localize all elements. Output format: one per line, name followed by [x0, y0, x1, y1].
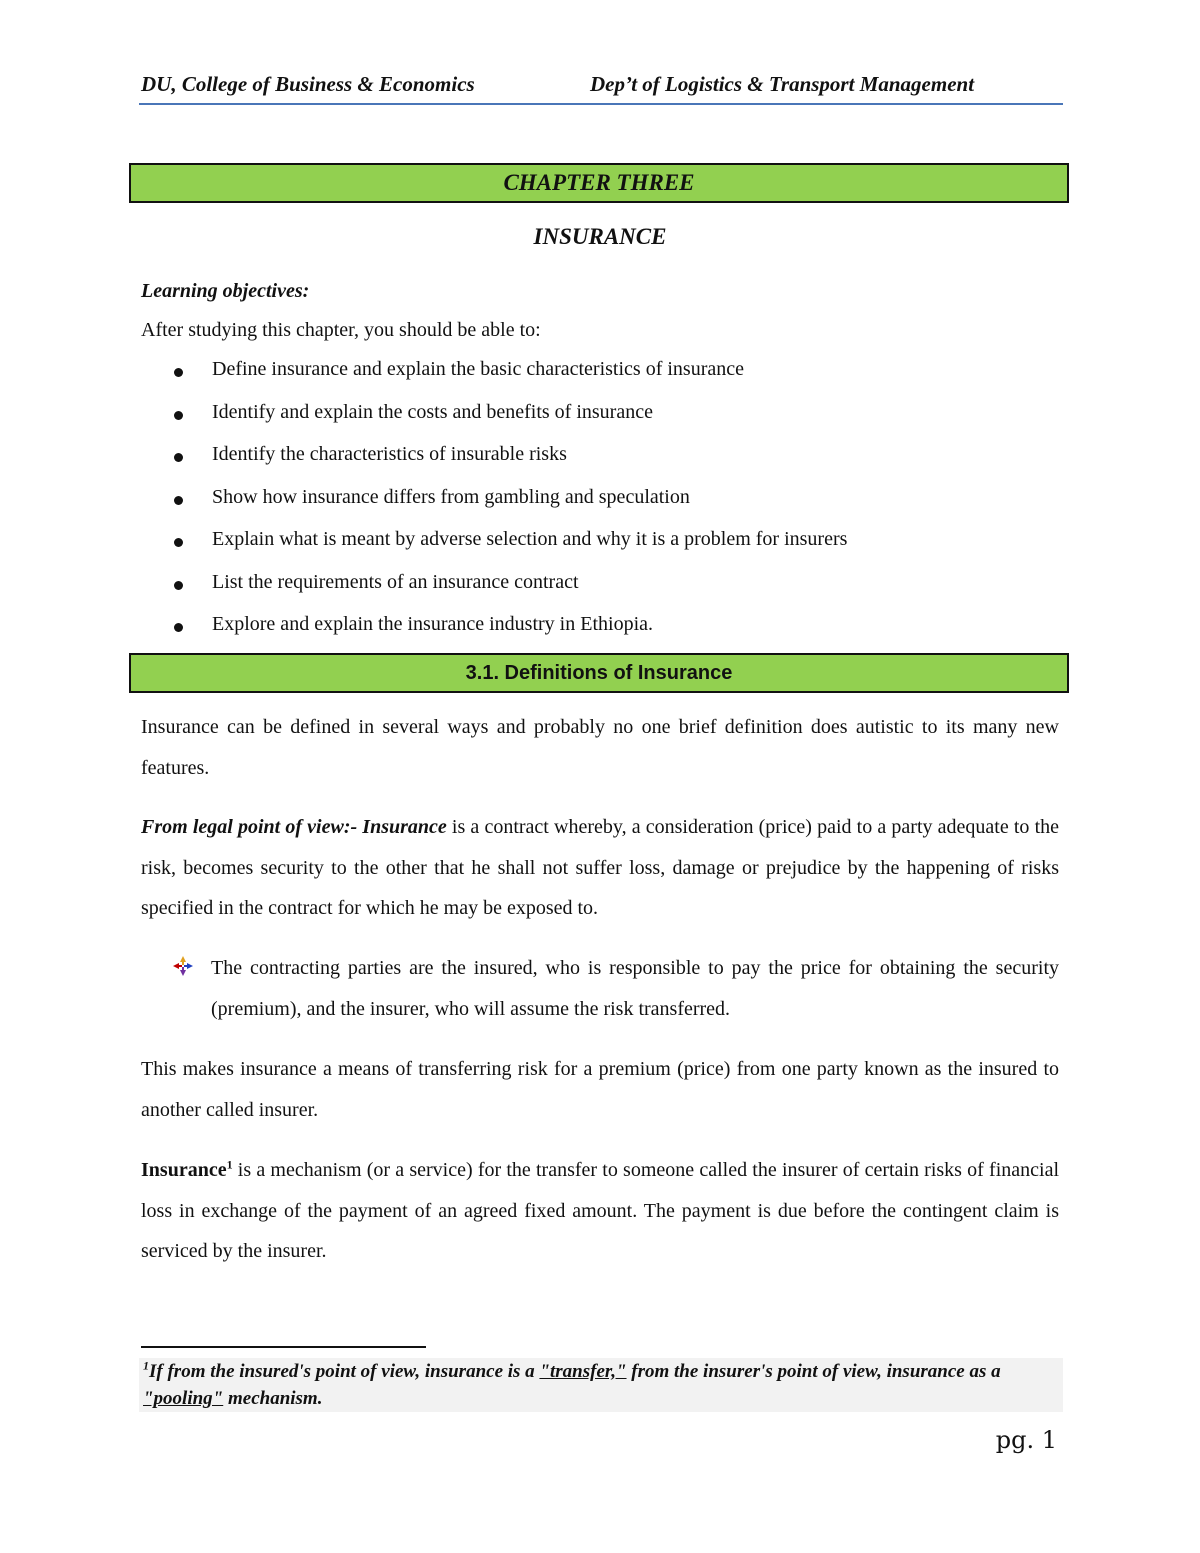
footnote-text-2: from the insurer's point of view, insurance as a: [626, 1361, 1001, 1382]
footnote-marker: 1: [143, 1358, 149, 1373]
paragraph-transfer-risk: This makes insurance a means of transferring risk for a premium (price) from one party known as the insured to another called insurer.: [141, 1058, 1059, 1121]
objective-text: List the requirements of an insurance contract: [212, 570, 579, 593]
bullet-icon: [174, 623, 183, 632]
legal-definition-lead: From legal point of view:- Insurance: [141, 816, 447, 838]
learning-objectives-heading: Learning objectives:: [141, 280, 310, 302]
footnote-reference: 1: [226, 1157, 233, 1172]
footnote: [139, 1358, 1063, 1412]
objective-text: Explain what is meant by adverse selection and why it is a problem for insurers: [212, 528, 848, 550]
four-arrows-icon: [173, 956, 193, 976]
chapter-title: CHAPTER THREE: [503, 170, 695, 195]
objective-item: [172, 571, 847, 614]
bullet-icon: [174, 368, 183, 377]
footnote-text-1: If from the insured's point of view, insurance is a: [149, 1361, 540, 1382]
paragraph-contracting-parties: The contracting parties are the insured, who is responsible to pay the price for obtaining the security (premium), and the insurer, who will assume the risk transferred.: [211, 957, 1059, 1020]
objective-item: [172, 401, 847, 444]
bullet-icon: [174, 453, 183, 462]
header-left-title: DU, College of Business & Economics: [141, 72, 475, 96]
chapter-title-box: [129, 163, 1069, 203]
footnote-term-transfer: "transfer,": [539, 1361, 627, 1382]
objective-text: Explore and explain the insurance industry in Ethiopia.: [212, 613, 653, 635]
page-number: pg. 1: [995, 1426, 1057, 1454]
header-divider: [139, 103, 1063, 105]
objective-text: Identify the characteristics of insurable risks: [212, 443, 567, 465]
objectives-list: [172, 358, 847, 656]
bullet-icon: [174, 581, 183, 590]
paragraph-mechanism: [141, 1150, 1059, 1272]
bullet-icon: [174, 411, 183, 420]
objective-text: Show how insurance differs from gambling and speculation: [212, 485, 690, 508]
bullet-icon: [174, 496, 183, 505]
section-title: 3.1. Definitions of Insurance: [465, 661, 733, 684]
footnote-term-pooling: "pooling": [143, 1388, 224, 1409]
footnote-divider: [141, 1346, 426, 1348]
objective-item: [172, 613, 847, 656]
objective-item: [172, 528, 847, 571]
learning-objectives-intro: After studying this chapter, you should be able to:: [141, 319, 541, 341]
bullet-icon: [174, 538, 183, 547]
objective-text: Define insurance and explain the basic characteristics of insurance: [212, 358, 744, 380]
paragraph-legal-definition: [141, 807, 1059, 929]
legal-definition-text: is a contract whereby, a consideration (price) paid to a party adequate to the risk, becomes security to the other that he shall not suffer loss, damage or prejudice by the happening of risks specified in the contract for which he may be exposed to.: [141, 816, 1060, 919]
objective-item: [172, 443, 847, 486]
chapter-subtitle: INSURANCE: [533, 224, 667, 249]
objective-text: Identify and explain the costs and benefits of insurance: [212, 400, 653, 423]
section-title-box: [129, 653, 1069, 693]
mechanism-lead: Insurance: [141, 1159, 227, 1181]
header-right-title: Dep’t of Logistics & Transport Management: [590, 72, 975, 96]
paragraph-definition-intro: Insurance can be defined in several ways and probably no one brief definition does autistic to its many new features.: [141, 716, 1059, 779]
mechanism-text: is a mechanism (or a service) for the transfer to someone called the insurer of certain risks of financial loss in exchange of the payment of an agreed fixed amount. The payment is due before the contingent claim is serviced by the insurer.: [141, 1159, 1059, 1262]
footnote-text-3: mechanism.: [223, 1388, 323, 1409]
objective-item: [172, 358, 847, 401]
objective-item: [172, 486, 847, 529]
